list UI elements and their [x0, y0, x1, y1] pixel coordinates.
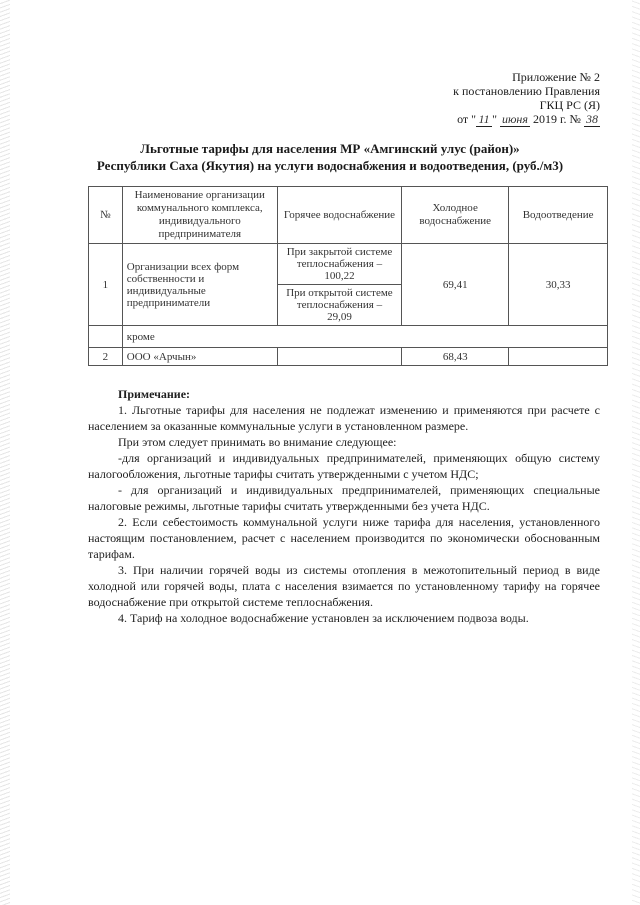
title-line-1: Льготные тарифы для населения МР «Амгинский улус (район)» — [140, 141, 520, 156]
header-cold-water: Холодное водоснабжение — [402, 187, 509, 244]
row2-org: ООО «Арчын» — [122, 348, 277, 366]
hot-open-value: 29,09 — [327, 311, 352, 323]
except-num-cell — [89, 326, 123, 348]
date-quote: " — [492, 112, 497, 126]
date-month: июня — [501, 112, 528, 126]
except-label: кроме — [122, 326, 607, 348]
row2-hot — [277, 348, 401, 366]
table-row — [89, 326, 608, 348]
header-org: Наименование организации коммунального комплекса, индивидуального предпринимателя — [122, 187, 277, 244]
row2-num: 2 — [89, 348, 123, 366]
hot-closed-value: 100,22 — [324, 270, 355, 282]
row1-org: Организации всех форм собственности и индивидуальные предприниматели — [122, 244, 277, 326]
table-row — [89, 244, 608, 285]
title-line-2: Республики Саха (Якутия) на услуги водоснабжения и водоотведения, (руб./м3) — [96, 158, 564, 173]
note-4: 4. Тариф на холодное водоснабжение установлен за исключением подвоза воды. — [118, 611, 529, 625]
attachment-line-1: Приложение № 2 — [512, 70, 600, 84]
note-3: 3. При наличии горячей воды из системы отопления в межотопительный период в виде холодной или горячей воды, плата с населения взимается по установленному тарифу на горячее водоснабжение при открытой системе теплоснабжения. — [88, 563, 600, 609]
date-year: 2019 г. № — [532, 112, 581, 126]
attachment-line-2: к постановлению Правления — [453, 84, 600, 98]
row2-cold: 68,43 — [402, 348, 509, 366]
document-title — [60, 140, 600, 174]
note-1-special: - для организаций и индивидуальных предпринимателей, применяющих специальные налоговые режимы, льготные тарифы считать утвержденными без учета НДС. — [88, 483, 600, 513]
scan-edge-right — [632, 0, 640, 905]
date-prefix: от " — [457, 112, 477, 126]
hot-closed-label: При закрытой системе теплоснабжения – — [286, 246, 393, 270]
note-1-intro: При этом следует принимать во внимание следующее: — [118, 435, 397, 449]
note-2: 2. Если себестоимость коммунальной услуги ниже тарифа для населения, установленного настоящим постановлением, расчет с населением производится по экономически обоснованным тарифам. — [88, 515, 600, 561]
row1-sewer: 30,33 — [509, 244, 608, 326]
attachment-line-3: ГКЦ РС (Я) — [539, 98, 600, 112]
header-hot-water: Горячее водоснабжение — [277, 187, 401, 244]
row1-hot-closed — [277, 244, 401, 285]
hot-open-label: При открытой системе теплоснабжения – — [286, 287, 393, 311]
row1-cold: 69,41 — [402, 244, 509, 326]
table-header-row — [89, 187, 608, 244]
row1-num: 1 — [89, 244, 123, 326]
note-1: 1. Льготные тарифы для населения не подлежат изменению и применяются при расчете с населением за оказанные коммунальные услуги в установленном размере. — [88, 403, 600, 433]
header-num: № — [89, 187, 123, 244]
date-day: 11 — [476, 112, 492, 127]
tariffs-table — [88, 186, 608, 366]
note-1-general: -для организаций и индивидуальных предпринимателей, применяющих общую систему налогообложения, льготные тарифы считать утвержденными с учетом НДС; — [88, 451, 600, 481]
notes-section — [88, 386, 600, 626]
table-row — [89, 348, 608, 366]
row1-hot-open — [277, 285, 401, 326]
scan-edge-left — [0, 0, 10, 905]
notes-title: Примечание: — [118, 387, 191, 401]
attachment-date — [360, 112, 600, 127]
date-number: 38 — [586, 112, 598, 126]
attachment-block — [360, 70, 600, 127]
row2-sewer — [509, 348, 608, 366]
header-sewerage: Водоотведение — [509, 187, 608, 244]
